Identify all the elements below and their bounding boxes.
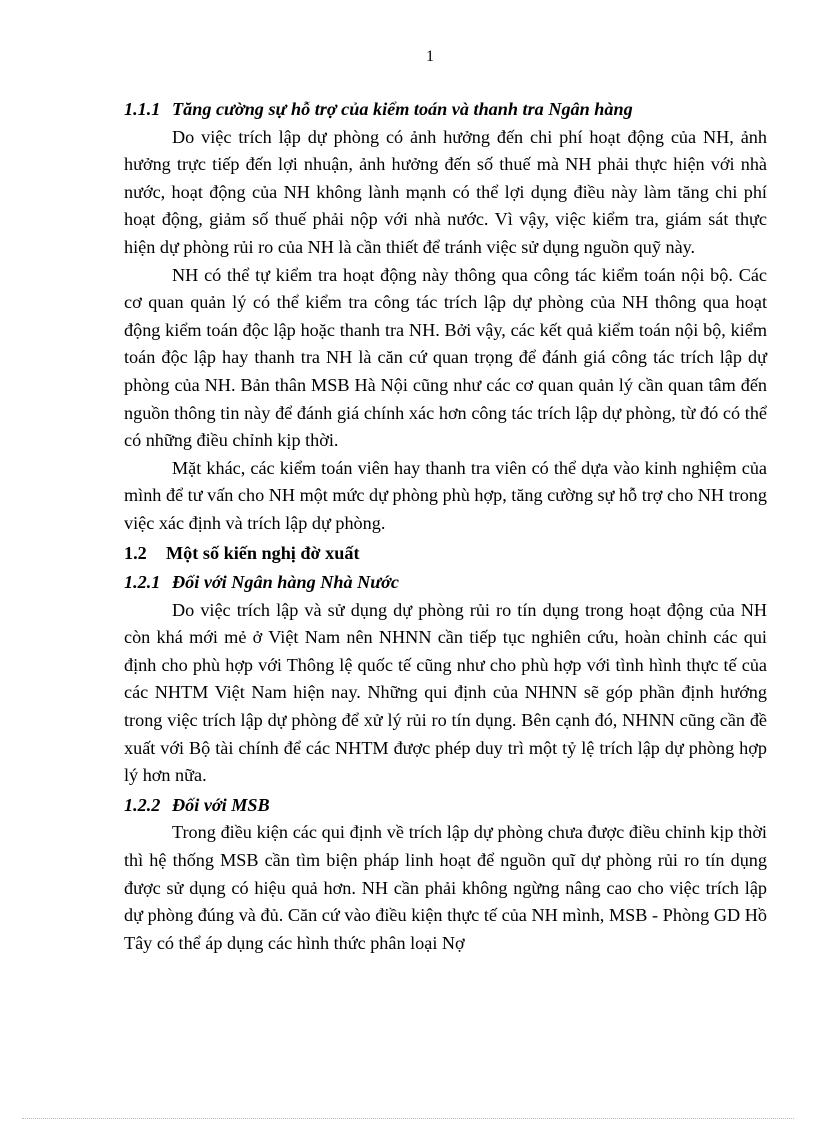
section-number: 1.1.1 bbox=[124, 99, 161, 119]
section-number: 1.2 bbox=[124, 542, 147, 563]
paragraph-internal-audit: NH có thể tự kiểm tra hoạt động này thông qua công tác kiểm toán nội bộ. Các cơ quan quản lý có thể kiểm tra công tác trích lập dự phòng của NH thông qua hoạt động kiểm toán độc lập hoặc thanh tra NH. Bởi vậy, các kết quả kiểm toán nội bộ, kiểm toán độc lập hay thanh tra NH là căn cứ quan trọng để đánh giá công tác trích lập dự phòng của NH. Bản thân MSB Hà Nội cũng như các cơ quan quản lý cần quan tâm đến nguồn thông tin này để đánh giá chính xác hơn công tác trích lập dự phòng, từ đó có thể có những điều chỉnh kịp thời. bbox=[124, 264, 767, 451]
page-bottom-divider bbox=[22, 1118, 794, 1119]
heading-1-2-2 bbox=[124, 792, 767, 820]
document-body bbox=[124, 96, 767, 957]
section-number: 1.2.2 bbox=[124, 794, 161, 815]
section-title: Tăng cường sự hỗ trợ của kiểm toán và thanh tra Ngân hàng bbox=[172, 99, 633, 119]
page-number: 1 bbox=[426, 48, 434, 65]
section-number: 1.2.1 bbox=[124, 572, 161, 593]
paragraph-msb: Trong điều kiện các qui định về trích lập dự phòng chưa được điều chỉnh kịp thời thì hệ thống MSB cần tìm biện pháp linh hoạt để nguồn quĩ dự phòng rủi ro tín dụng được sử dụng có hiệu quả hơn. NH cần phải không ngừng nâng cao cho việc trích lập dự phòng đúng và đủ. Căn cứ vào điều kiện thực tế của NH mình, MSB - Phòng GD Hồ Tây có thể áp dụng các hình thức phân loại Nợ bbox=[124, 822, 767, 953]
heading-1-1-1 bbox=[124, 96, 767, 124]
section-title: Đối với Ngân hàng Nhà Nước bbox=[172, 572, 399, 593]
heading-1-2-1 bbox=[124, 569, 767, 597]
paragraph-auditor-advice: Mặt khác, các kiểm toán viên hay thanh tra viên có thể dựa vào kinh nghiệm của mình để tư vấn cho NH một mức dự phòng phù hợp, tăng cường sự hỗ trợ cho NH trong việc xác định và trích lập dự phòng. bbox=[124, 457, 767, 533]
section-title: Đối với MSB bbox=[172, 794, 270, 815]
paragraph-audit-impact: Do việc trích lập dự phòng có ảnh hưởng đến chi phí hoạt động của NH, ảnh hưởng trực tiếp đến lợi nhuận, ảnh hưởng đến số thuế mà NH phải thực hiện với nhà nước, hoạt động của NH không lành mạnh có thể lợi dụng điều này làm tăng chi phí hoạt động, giảm số thuế phải nộp với nhà nước. Vì vậy, việc kiểm tra, giám sát thực hiện dự phòng rủi ro của NH là cần thiết để tránh việc sử dụng nguồn quỹ này. bbox=[124, 126, 767, 257]
paragraph-state-bank: Do việc trích lập và sử dụng dự phòng rủi ro tín dụng trong hoạt động của NH còn khá mới mẻ ở Việt Nam nên NHNN cần tiếp tục nghiên cứu, hoàn chỉnh các qui định cho phù hợp với Thông lệ quốc tế cũng như cho phù hợp với tình hình thực tế của các NHTM Việt Nam hiện nay. Những qui định của NHNN sẽ góp phần định hướng trong việc trích lập dự phòng để xử lý rủi ro tín dụng. Bên cạnh đó, NHNN cũng cần đề xuất với Bộ tài chính để các NHTM được phép duy trì một tỷ lệ trích lập dự phòng hợp lý hơn nữa. bbox=[124, 599, 767, 786]
heading-1-2 bbox=[124, 540, 767, 568]
section-title: Một số kiến nghị đờ xuất bbox=[166, 542, 360, 563]
